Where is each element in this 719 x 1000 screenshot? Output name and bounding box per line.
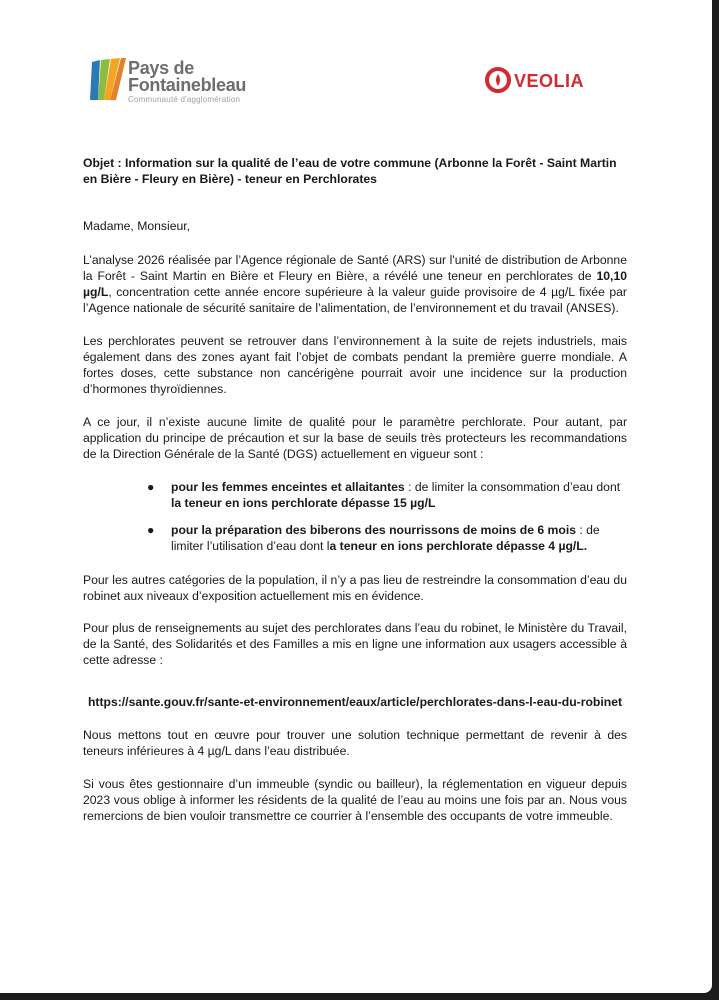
- recommendations-list: [83, 479, 627, 565]
- bullet-bold-end: la teneur en ions perchlorate dépasse 15 µg/L: [171, 496, 436, 510]
- veolia-logo-mark-icon: [484, 66, 512, 94]
- pays-logo-line2: Fontainebleau: [128, 75, 247, 95]
- bullet-bold-start: pour les femmes enceintes et allaitantes: [171, 480, 405, 494]
- bullet-bold-end: a teneur en ions perchlorate dépasse 4 µg/L.: [329, 539, 588, 553]
- letter-subject: Objet : Information sur la qualité de l’eau de votre commune (Arbonne la Forêt - Saint Martin en Bière - Fleury en Bière) - teneur en Perchlorates: [83, 156, 617, 186]
- pays-logo-subtitle: Communauté d'agglomération: [128, 95, 241, 104]
- list-item: [83, 522, 627, 554]
- info-url-link[interactable]: https://sante.gouv.fr/sante-et-environnement/eaux/article/perchlorates-dans-l-eau-du-robinet: [87, 695, 623, 709]
- bullet-text: : de limiter l’utilisation d’eau dont l: [171, 523, 600, 553]
- pays-logo-mark-icon: [90, 58, 126, 102]
- list-item: [83, 479, 627, 511]
- letter-salutation: Madame, Monsieur,: [83, 219, 191, 233]
- paragraph-other-population: Pour les autres catégories de la population, il n’y a pas lieu de restreindre la consommation d’eau du robinet aux niveaux d’exposition actuellement mis en évidence.: [83, 573, 627, 603]
- bullet-bold-start: pour la préparation des biberons des nourrissons de moins de 6 mois: [171, 523, 576, 537]
- paragraph-analysis-end: , concentration cette année encore supérieure à la valeur guide provisoire de 4 µg/L fixée par l’Agence nationale de sécurité sanitaire de l’alimentation, de l’environnement et du travail (ANSES).: [83, 285, 627, 315]
- bullet-text: : de limiter la consommation d’eau dont: [404, 480, 621, 494]
- veolia-logo-text: VEOLIA: [514, 71, 585, 91]
- paragraph-perchlorates-origin: Les perchlorates peuvent se retrouver dans l’environnement à la suite de rejets industriels, mais également dans des zones ayant fait l’objet de combats pendant la première guerre mondiale. A fortes doses, cette substance non cancérigène pourrait avoir une incidence sur la production d’hormones thyroïdiennes.: [83, 334, 627, 396]
- pays-logo-line1: Pays de: [128, 58, 194, 78]
- paragraph-solution: Nous mettons tout en œuvre pour trouver une solution technique permettant de revenir à des teneurs inférieures à 4 µg/L dans l’eau distribuée.: [83, 728, 627, 758]
- paragraph-more-info: Pour plus de renseignements au sujet des perchlorates dans l’eau du robinet, le Ministère du Travail, de la Santé, des Solidarités et des Familles a mis en ligne une information aux usagers accessible à cette adresse :: [83, 621, 627, 667]
- pays-de-fontainebleau-logo: [90, 58, 270, 106]
- bullet-icon: ●: [147, 523, 155, 537]
- bullet-icon: ●: [147, 480, 155, 494]
- veolia-logo: [484, 66, 594, 96]
- paragraph-recommendations: A ce jour, il n’existe aucune limite de qualité pour le paramètre perchlorate. Pour autant, par application du principe de précaution et sur la base de seuils très protecteurs les recommandations de la Direction Générale de la Santé (DGS) actuellement en vigueur sont :: [83, 415, 627, 461]
- paragraph-analysis-start: L’analyse 2026 réalisée par l’Agence régionale de Santé (ARS) sur l'unité de distribution de Arbonne la Forêt - Saint Martin en Bière et Fleury en Bière, a révélé une teneur en perchlorates de: [83, 253, 627, 283]
- perchlorate-value: 10,10 µg/L: [83, 269, 627, 299]
- paragraph-building-managers: Si vous êtes gestionnaire d’un immeuble (syndic ou bailleur), la réglementation en vigueur depuis 2023 vous oblige à informer les résidents de la qualité de l’eau au moins une fois par an. Nous vous remercions de bien vouloir transmettre ce courrier à l’ensemble des occupants de votre immeuble.: [83, 777, 627, 823]
- paragraph-analysis: [83, 252, 627, 316]
